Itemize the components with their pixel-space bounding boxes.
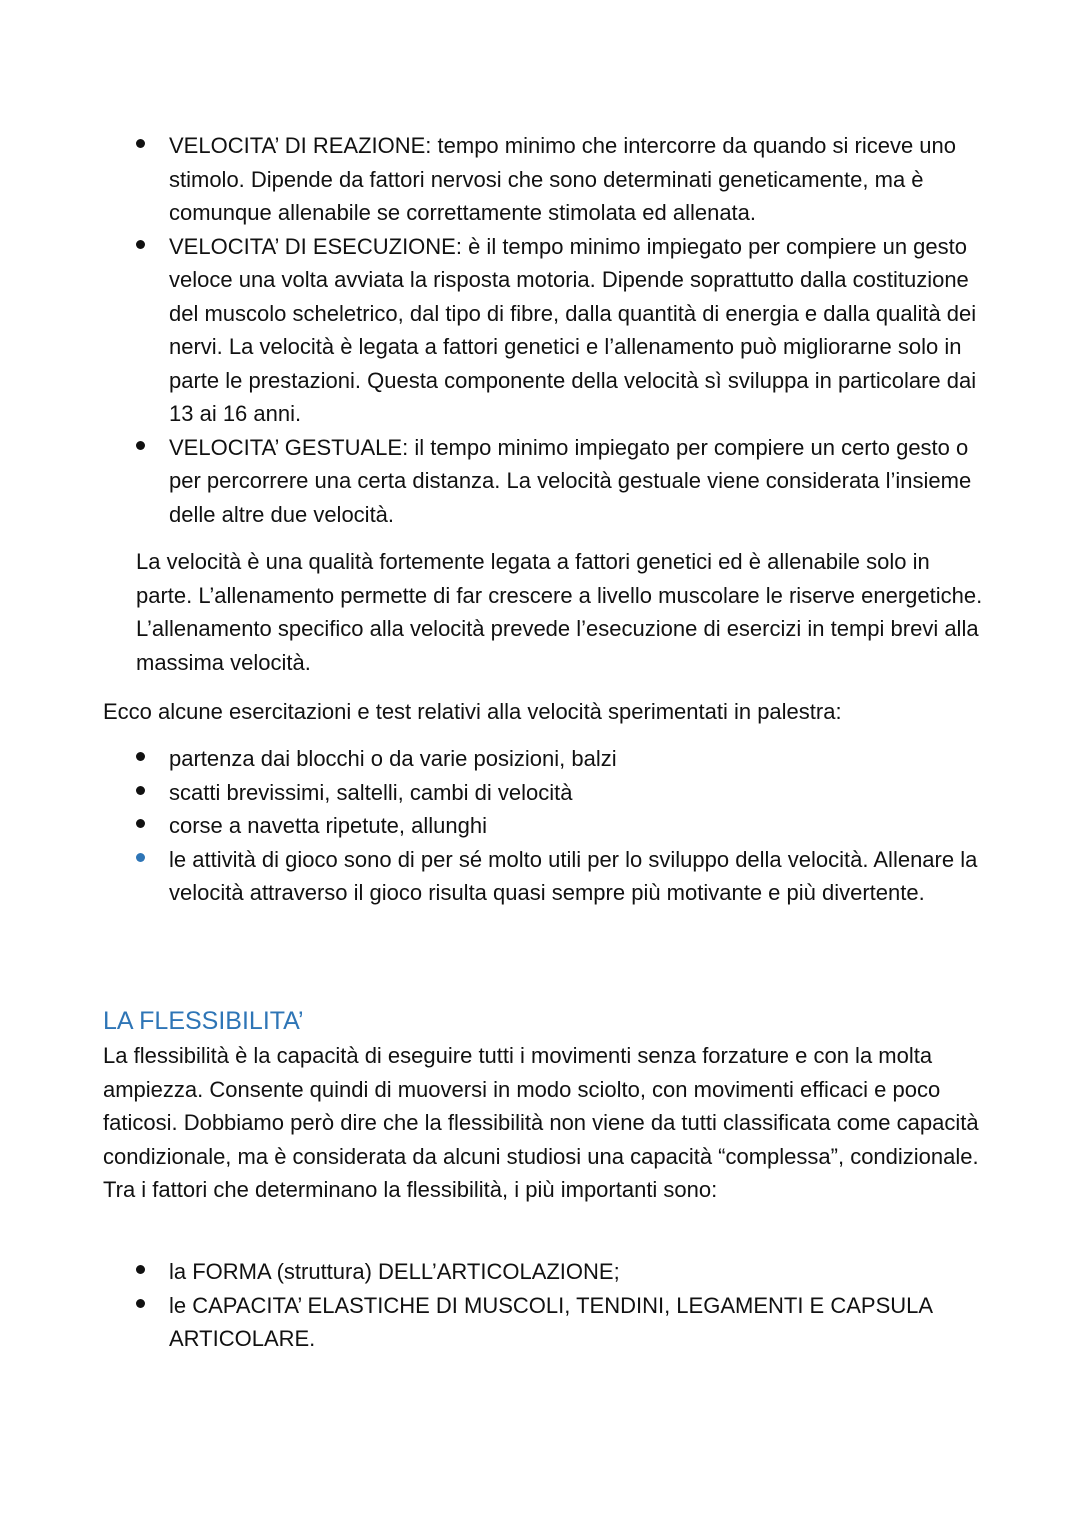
bullet-icon (136, 819, 145, 828)
speed-types-list (103, 129, 983, 531)
bullet-icon (136, 240, 145, 249)
bullet-icon (136, 853, 145, 862)
list-item (103, 1289, 983, 1356)
bullet-icon (136, 1299, 145, 1308)
section-heading-flessibilita: LA FLESSIBILITA’ (103, 1007, 304, 1035)
exercises-list (103, 742, 983, 910)
speed-type-gestural: VELOCITA’ GESTUALE: il tempo minimo impiegato per compiere un certo gesto o per percorrere una certa distanza. La velocità gestuale viene considerata l’insieme delle altre due velocità. (169, 434, 972, 527)
list-item (103, 776, 983, 810)
exercises-intro: Ecco alcune esercitazioni e test relativi alla velocità sperimentati in palestra: (103, 699, 842, 724)
flex-factors-list (103, 1255, 983, 1356)
list-item (103, 129, 983, 230)
bullet-icon (136, 441, 145, 450)
flex-paragraph: La flessibilità è la capacità di eseguire tutti i movimenti senza forzature e con la molta ampiezza. Consente quindi di muoversi in modo sciolto, con movimenti efficaci e poco faticosi. Dobbiamo però dire che la flessibilità non viene da tutti classificata come capacità condizionale, ma è considerata da alcuni studiosi una capacità “complessa”, condizionale. Tra i fattori che determinano la flessibilità, i più importanti sono: (103, 1043, 979, 1202)
list-item (103, 431, 983, 532)
bullet-icon (136, 786, 145, 795)
exercise-item: scatti brevissimi, saltelli, cambi di velocità (169, 779, 573, 805)
bullet-icon (136, 139, 145, 148)
flex-factor-item: la FORMA (struttura) DELL’ARTICOLAZIONE; (169, 1259, 620, 1284)
list-item (103, 742, 983, 776)
list-item (103, 843, 983, 910)
list-item (103, 1255, 983, 1289)
bullet-icon (136, 752, 145, 761)
list-item (103, 809, 983, 843)
exercise-item: partenza dai blocchi o da varie posizioni, balzi (169, 746, 617, 771)
speed-type-execution: VELOCITA’ DI ESECUZIONE: è il tempo minimo impiegato per compiere un gesto veloce una volta avviata la risposta motoria. Dipende soprattutto dalla costituzione del muscolo scheletrico, dal tipo di fibre, dalla quantità di energia e dalla qualità dei nervi. La velocità è legata a fattori genetici e l’allenamento può migliorarne solo in parte le prestazioni. Questa componente della velocità sì sviluppa in particolare dai 13 ai 16 anni. (169, 233, 977, 426)
bullet-icon (136, 1265, 145, 1274)
speed-paragraph: La velocità è una qualità fortemente legata a fattori genetici ed è allenabile solo in parte. L’allenamento permette di far crescere a livello muscolare le riserve energetiche. L’allenamento specifico alla velocità prevede l’esecuzione di esercizi in tempi brevi alla massima velocità. (136, 549, 983, 675)
exercise-item: le attività di gioco sono di per sé molto utili per lo sviluppo della velocità. Allenare la velocità attraverso il gioco risulta quasi sempre più motivante e più divertente. (169, 846, 978, 905)
list-item (103, 230, 983, 431)
speed-type-reaction: VELOCITA’ DI REAZIONE: tempo minimo che intercorre da quando si riceve uno stimolo. Dipende da fattori nervosi che sono determinati geneticamente, ma è comunque allenabile se correttamente stimolata ed allenata. (169, 133, 957, 225)
flex-factor-item: le CAPACITA’ ELASTICHE DI MUSCOLI, TENDINI, LEGAMENTI E CAPSULA ARTICOLARE. (169, 1292, 932, 1351)
exercise-item: corse a navetta ripetute, allunghi (169, 813, 487, 838)
